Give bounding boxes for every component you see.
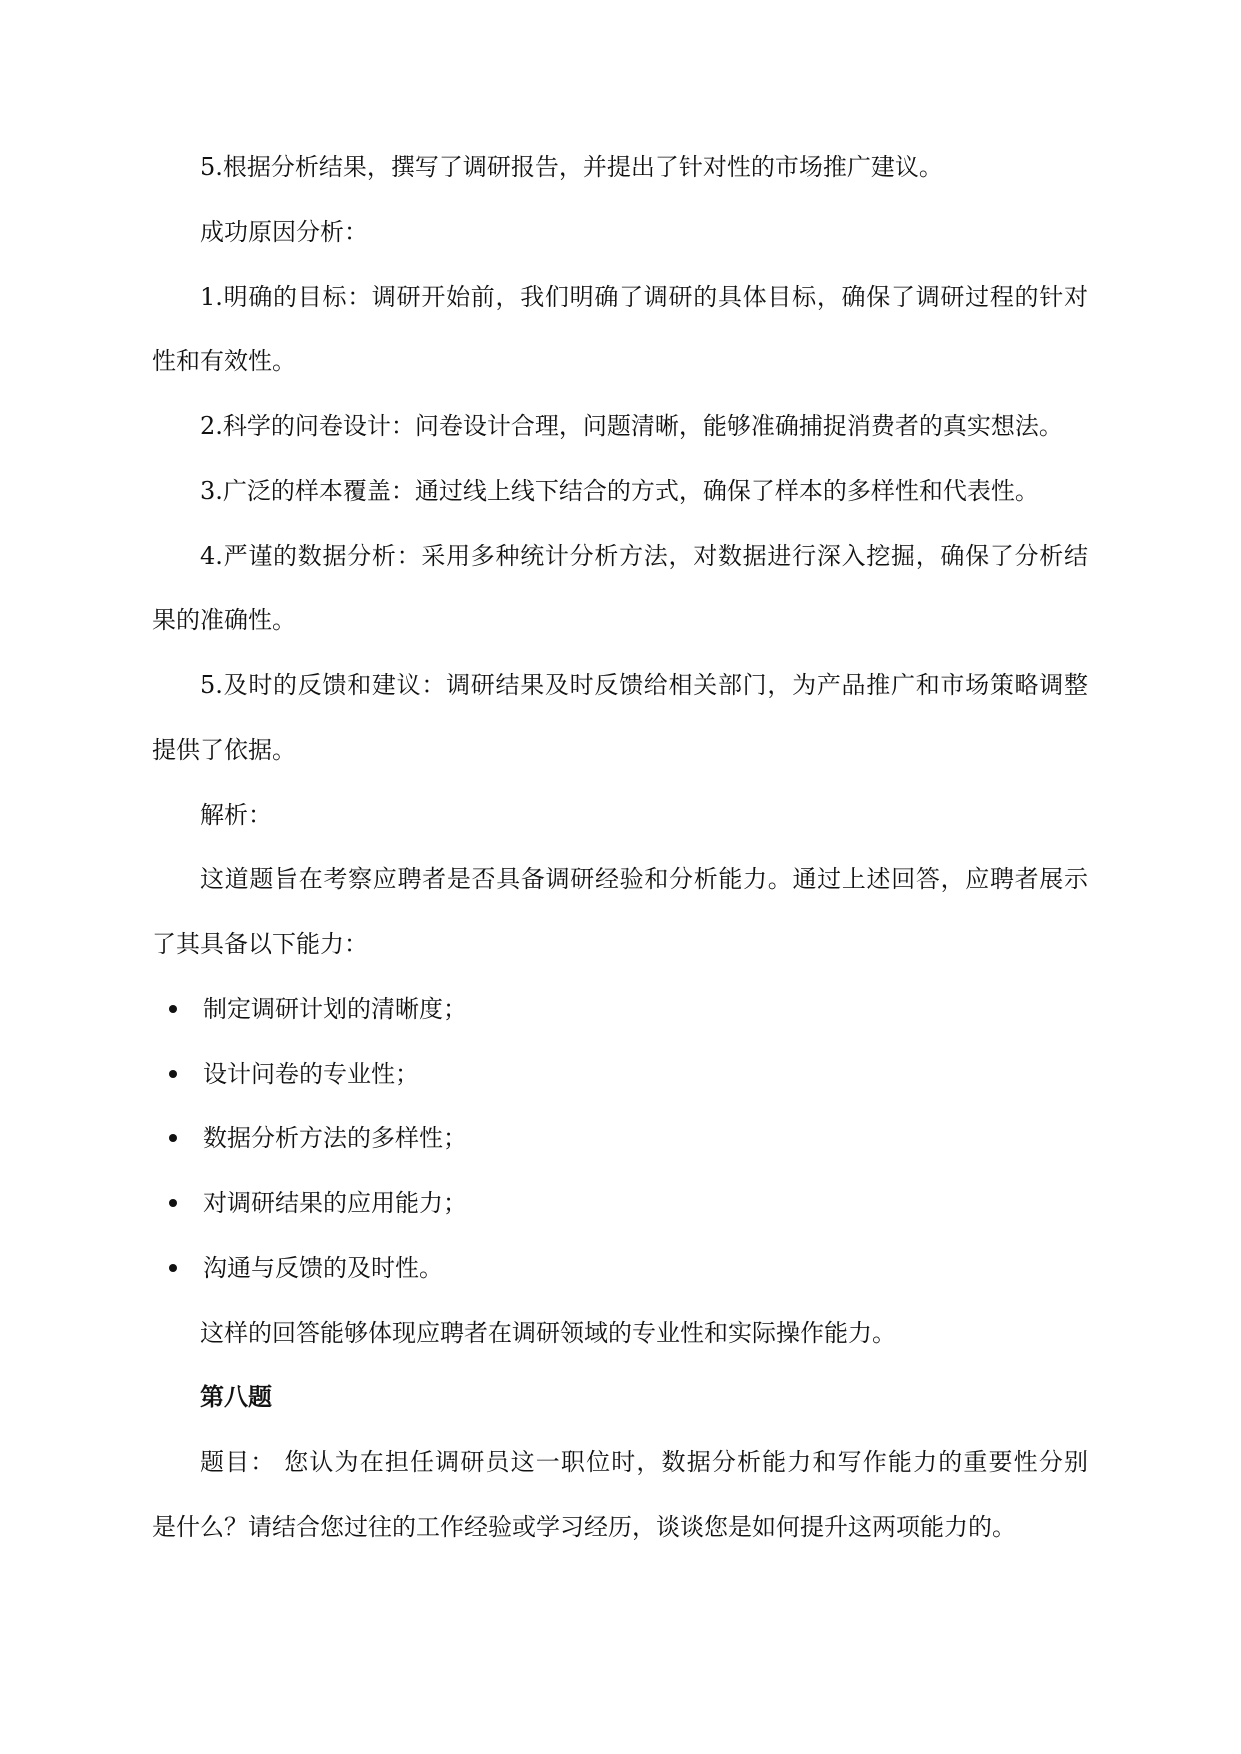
text-line: 这样的回答能够体现应聘者在调研领域的专业性和实际操作能力。 (200, 1318, 896, 1347)
question-paragraph (152, 1430, 1088, 1560)
reason-item-4 (152, 524, 1088, 654)
text-line: 4.严谨的数据分析：采用多种统计分析方法，对数据进行深入挖掘，确保了分析结 (200, 541, 1088, 570)
bullet-icon (169, 1134, 177, 1142)
bullet-icon (169, 1264, 177, 1272)
text-line: 性和有效性。 (152, 347, 296, 376)
list-item (152, 1106, 1088, 1171)
text-line: 2.科学的问卷设计：问卷设计合理，问题清晰，能够准确捕捉消费者的真实想法。 (200, 412, 1063, 440)
list-item (152, 1042, 1088, 1107)
text-line: 这道题旨在考察应聘者是否具备调研经验和分析能力。通过上述回答，应聘者展示 (200, 865, 1088, 894)
text-line: 5.及时的反馈和建议：调研结果及时反馈给相关部门，为产品推广和市场策略调整 (200, 671, 1088, 699)
text-line: 成功原因分析： (200, 217, 368, 246)
list-item-text: 设计问卷的专业性； (203, 1059, 419, 1088)
list-item-text: 对调研结果的应用能力； (203, 1189, 467, 1217)
bullet-icon (169, 1070, 177, 1078)
text-line: 5.根据分析结果，撰写了调研报告，并提出了针对性的市场推广建议。 (200, 153, 943, 181)
text-line: 提供了依据。 (152, 735, 296, 764)
list-item (152, 977, 1088, 1042)
document-body (152, 135, 1088, 1560)
text-line: 是什么？请结合您过往的工作经验或学习经历，谈谈您是如何提升这两项能力的。 (152, 1512, 1016, 1541)
abilities-list (152, 977, 1088, 1301)
list-item (152, 1236, 1088, 1301)
list-item-text: 数据分析方法的多样性； (203, 1124, 467, 1153)
list-item (152, 1171, 1088, 1236)
analysis-intro (152, 847, 1088, 977)
analysis-heading (152, 783, 1088, 848)
reason-item-5 (152, 653, 1088, 783)
reason-item-1 (152, 265, 1088, 395)
conclusion-paragraph (152, 1301, 1088, 1366)
reason-item-3 (152, 459, 1088, 524)
text-line: 了其具备以下能力： (152, 930, 368, 958)
reason-item-2 (152, 394, 1088, 459)
question-heading (152, 1365, 1088, 1430)
bullet-icon (169, 1005, 177, 1013)
success-reasons-heading (152, 200, 1088, 265)
text-line: 果的准确性。 (152, 606, 296, 635)
text-line: 第八题 (200, 1382, 272, 1412)
bullet-icon (169, 1199, 177, 1207)
text-line: 3.广泛的样本覆盖：通过线上线下结合的方式，确保了样本的多样性和代表性。 (200, 476, 1039, 505)
list-item-text: 沟通与反馈的及时性。 (203, 1253, 443, 1282)
text-line: 题目： 您认为在担任调研员这一职位时，数据分析能力和写作能力的重要性分别 (200, 1448, 1088, 1476)
list-item-text: 制定调研计划的清晰度； (203, 994, 467, 1023)
paragraph-report-step (152, 135, 1088, 200)
text-line: 解析： (200, 800, 272, 829)
text-line: 1.明确的目标：调研开始前，我们明确了调研的具体目标，确保了调研过程的针对 (200, 282, 1088, 311)
